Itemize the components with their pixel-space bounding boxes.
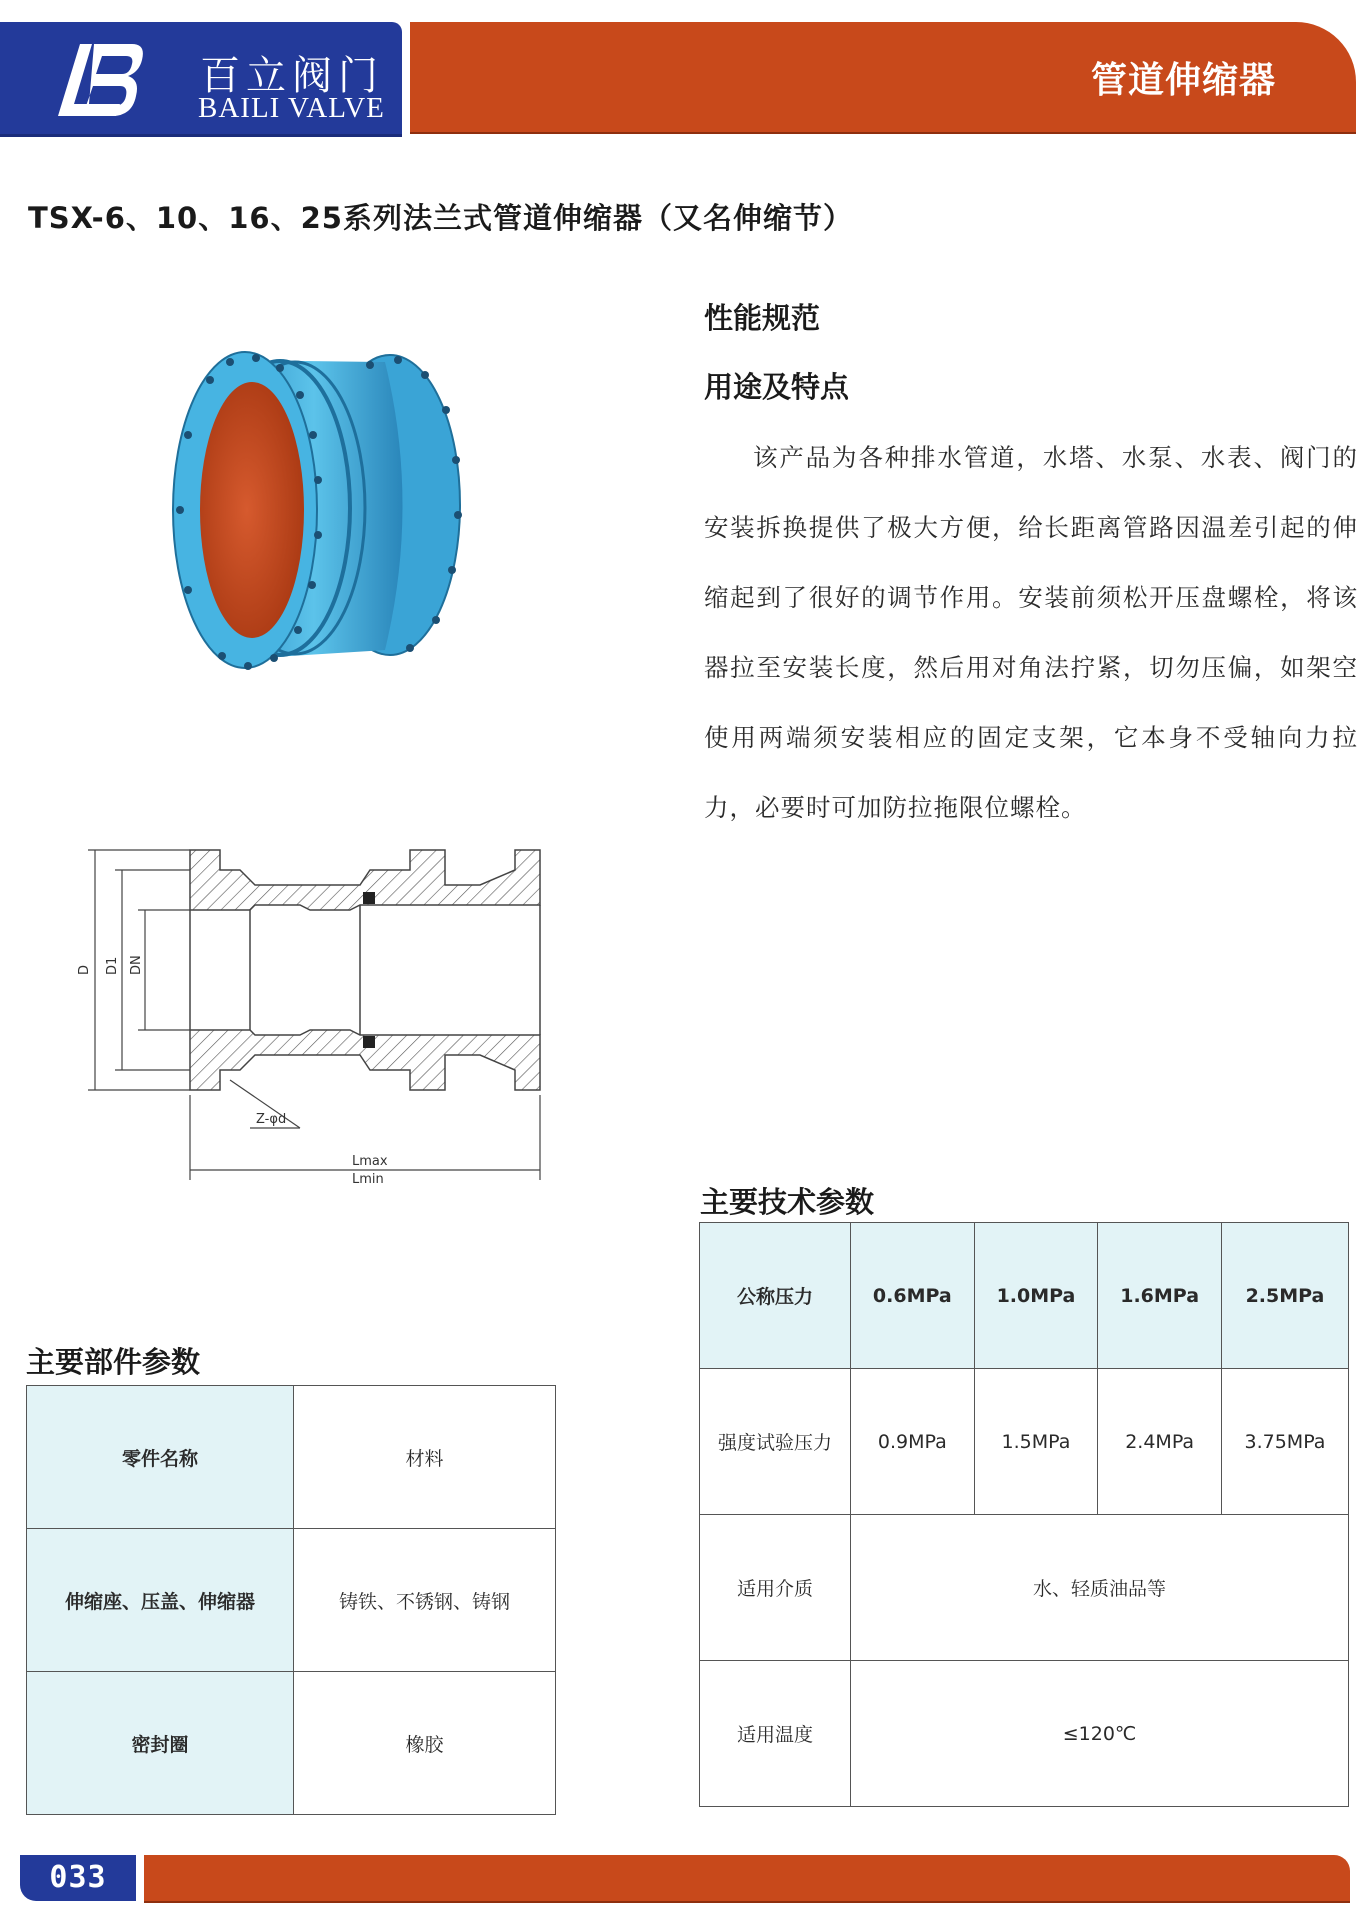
- temp-label-cell: 适用温度: [700, 1661, 851, 1807]
- header-category-bar: [410, 22, 1356, 134]
- dim-label-lmax: Lmax: [352, 1154, 388, 1169]
- tech-params-table: [699, 1222, 1349, 1807]
- table-row: [27, 1529, 556, 1672]
- dim-label-d1: D1: [105, 956, 120, 975]
- medium-cell: 水、轻质油品等: [851, 1515, 1349, 1661]
- pressure-cell: 1.0MPa: [974, 1223, 1098, 1369]
- cross-section-drawing: [60, 830, 620, 1220]
- parts-params-table: [26, 1385, 556, 1815]
- table-row: [700, 1515, 1349, 1661]
- test-cell: 3.75MPa: [1221, 1369, 1348, 1515]
- test-cell: 2.4MPa: [1098, 1369, 1222, 1515]
- page-title: TSX-6、10、16、25系列法兰式管道伸缩器（又名伸缩节）: [28, 201, 853, 235]
- page-number: 033: [20, 1855, 136, 1901]
- footer-bar: [144, 1855, 1350, 1903]
- temp-cell: ≤120℃: [851, 1661, 1349, 1807]
- parts-params-heading: 主要部件参数: [26, 1345, 201, 1379]
- material-cell: 铸铁、不锈钢、铸钢: [294, 1529, 556, 1672]
- test-cell: 1.5MPa: [974, 1369, 1098, 1515]
- product-photo: [170, 340, 500, 680]
- table-row: [700, 1223, 1349, 1369]
- brand-name-cn: 百立阀门: [200, 53, 384, 99]
- brand-name-en: BAILI VALVE: [198, 92, 385, 124]
- table-row: [27, 1672, 556, 1815]
- table-row: [27, 1386, 556, 1529]
- dim-label-dn: DN: [129, 955, 144, 975]
- test-cell: 0.9MPa: [851, 1369, 975, 1515]
- pressure-cell: 1.6MPa: [1098, 1223, 1222, 1369]
- medium-label-cell: 适用介质: [700, 1515, 851, 1661]
- test-label-cell: 强度试验压力: [700, 1369, 851, 1515]
- tech-params-heading: 主要技术参数: [700, 1185, 875, 1219]
- material-header: 材料: [294, 1386, 556, 1529]
- description-paragraph: 该产品为各种排水管道，水塔、水泵、水表、阀门的安装拆换提供了极大方便，给长距离管路因温差引起的伸缩起到了很好的调节作用。安装前须松开压盘螺栓，将该器拉至安装长度，然后用对角法拧紧，切勿压偏，如架空使用两端须安装相应的固定支架，它本身不受轴向力拉力，必要时可加防拉拖限位螺栓。: [704, 443, 1358, 822]
- pressure-cell: 0.6MPa: [851, 1223, 975, 1369]
- dim-label-bolts: Z-φd: [256, 1112, 287, 1127]
- part-name-cell: 伸缩座、压盖、伸缩器: [27, 1529, 294, 1672]
- dim-label-d: D: [77, 964, 92, 975]
- brand-logo-icon: [50, 30, 150, 126]
- part-name-header: 零件名称: [27, 1386, 294, 1529]
- pressure-label-cell: 公称压力: [700, 1223, 851, 1369]
- material-cell: 橡胶: [294, 1672, 556, 1815]
- category-title: 管道伸缩器: [1090, 60, 1276, 101]
- table-row: [700, 1661, 1349, 1807]
- dim-label-lmin: Lmin: [352, 1172, 384, 1187]
- header-brand-bar: [0, 22, 402, 137]
- part-name-cell: 密封圈: [27, 1672, 294, 1815]
- usage-heading: 用途及特点: [704, 370, 850, 404]
- performance-heading: 性能规范: [704, 301, 821, 335]
- pressure-cell: 2.5MPa: [1221, 1223, 1348, 1369]
- table-row: [700, 1369, 1349, 1515]
